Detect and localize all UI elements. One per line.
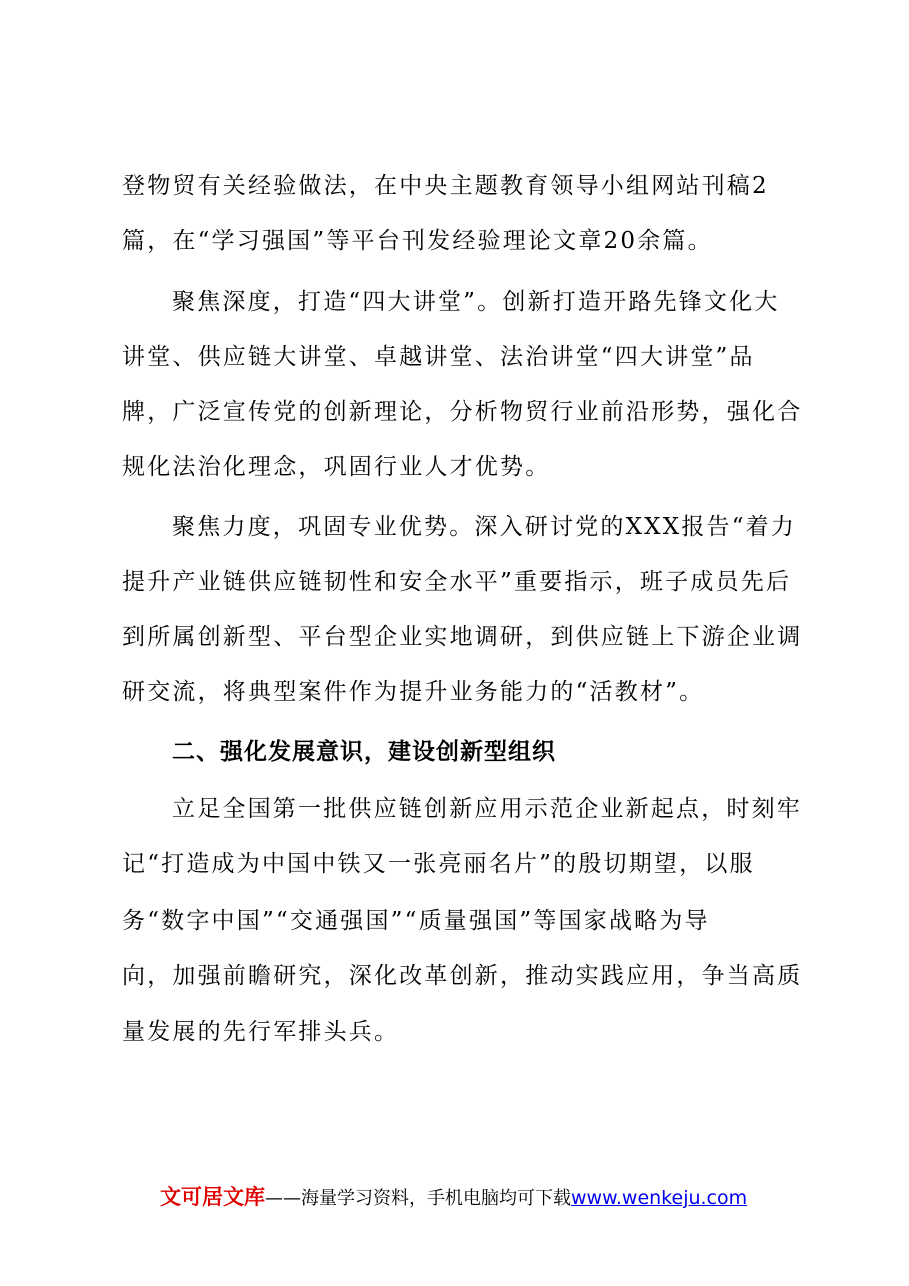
body-line: 规化法治化理念，巩固行业人才优势。 (122, 454, 551, 480)
body-line: 牌，广泛宣传党的创新理论，分析物贸行业前沿形势，强化合 (122, 399, 803, 425)
body-line: 到所属创新型、平台型企业实地调研，到供应链上下游企业调 (122, 624, 803, 650)
footer-site-link[interactable]: www.wenkeju.com (571, 1187, 748, 1209)
paragraph-first-line: 聚焦深度，打造“四大讲堂”。创新打造开路先锋文化大 (172, 289, 780, 315)
body-line: 提升产业链供应链韧性和安全水平”重要指示，班子成员先后 (122, 569, 792, 595)
section-heading: 二、强化发展意识，建设创新型组织 (172, 739, 556, 765)
paragraph-first-line: 立足全国第一批供应链创新应用示范企业新起点，时刻牢 (172, 796, 802, 822)
paragraph-first-line: 聚焦力度，巩固专业优势。深入研讨党的XXX报告“着力 (172, 514, 797, 540)
body-line: 篇，在“学习强国”等平台刊发经验理论文章20余篇。 (122, 228, 713, 254)
footer-tagline: ——海量学习资料，手机电脑均可下载 (265, 1188, 571, 1209)
body-line: 向，加强前瞻研究，深化改革创新，推动实践应用，争当高质 (122, 963, 803, 989)
body-line: 登物贸有关经验做法，在中央主题教育领导小组网站刊稿2 (122, 173, 769, 199)
body-line: 务“数字中国”“交通强国”“质量强国”等国家战略为导 (122, 908, 710, 934)
body-line: 研交流，将典型案件作为提升业务能力的“活教材”。 (122, 679, 705, 705)
body-line: 讲堂、供应链大讲堂、卓越讲堂、法治讲堂“四大讲堂”品 (122, 344, 755, 370)
footer-brand: 文可居文库 (160, 1185, 265, 1209)
body-line: 量发展的先行军排头兵。 (122, 1019, 400, 1045)
footer-banner (160, 1184, 800, 1210)
body-line: 记“打造成为中国中铁又一张亮丽名片”的殷切期望，以服 (122, 851, 755, 877)
